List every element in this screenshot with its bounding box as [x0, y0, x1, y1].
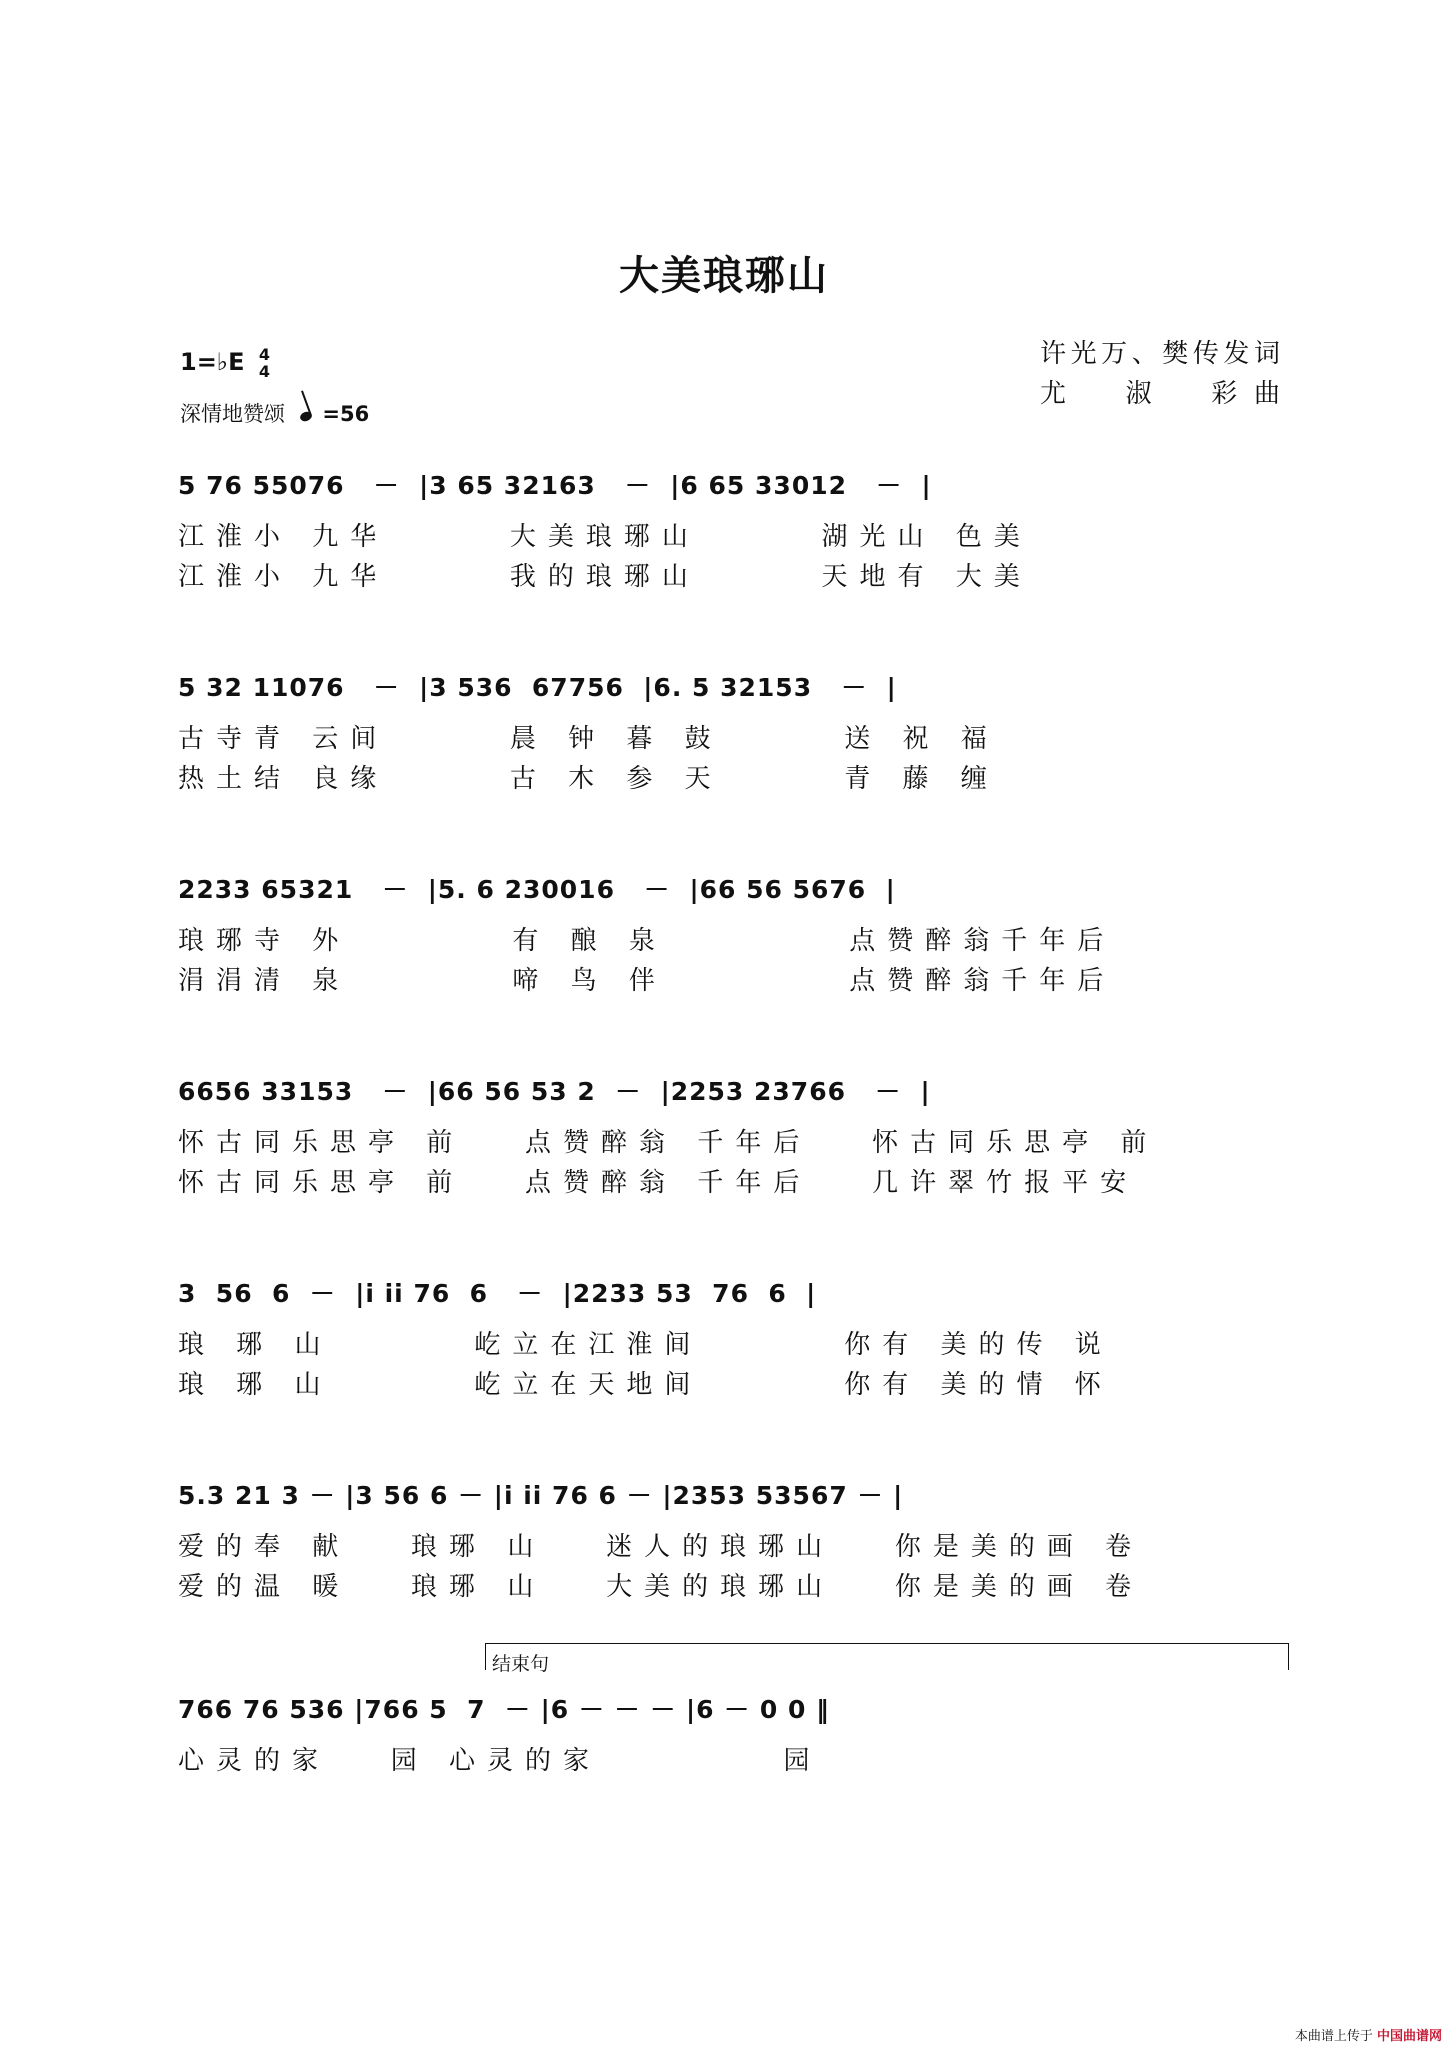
time-top: 4: [258, 345, 271, 364]
key-label: 1=♭E: [180, 348, 245, 376]
lyrics-verse-2: 热土结 良缘 古 木 参 天 青 藤 缠: [178, 764, 999, 794]
ending-bracket: [485, 1643, 1289, 1670]
expression-text: 深情地赞颂: [180, 402, 285, 426]
composer-credit: 尤 淑 彩曲: [1040, 379, 1280, 409]
time-bottom: 4: [258, 362, 271, 381]
lyrics-verse-1: 江淮小 九华 大美琅琊山 湖光山 色美: [178, 522, 1032, 552]
lyrics-verse-1: 爱的奉 献 琅琊 山 迷人的琅琊山 你是美的画 卷: [178, 1532, 1144, 1562]
lyrics-verse-1: 心灵的家 园 心灵的家 园: [178, 1746, 822, 1776]
footer-text: 本曲谱上传于: [1294, 2029, 1373, 2044]
notation-line: 3 56 6 － |i ii 76 6 － |2233 53 76 6 |: [178, 1279, 817, 1308]
credits: [1040, 334, 1280, 414]
lyrics-verse-2: 爱的温 暖 琅琊 山 大美的琅琊山 你是美的画 卷: [178, 1572, 1144, 1602]
lyrics-verse-1: 琅 琊 山 屹立在江淮间 你有 美的传 说: [178, 1330, 1113, 1360]
time-signature: [259, 346, 270, 380]
lyrics-verse-2: 涓涓清 泉 啼 鸟 伴 点赞醉翁千年后: [178, 966, 1116, 996]
lyrics-verse-2: 怀古同乐思亭 前 点赞醉翁 千年后 几许翠竹报平安: [178, 1168, 1139, 1198]
notation-line: 6656 33153 － |66 56 53 2 － |2253 23766 － |: [178, 1077, 931, 1106]
site-logo: 中国曲谱网: [1376, 2029, 1442, 2044]
tempo-marking: [180, 398, 369, 428]
lyricist-credit: 许光万、樊传发词: [1040, 339, 1280, 369]
notation-line: 2233 65321 － |5. 6 230016 － |66 56 5676 |: [178, 875, 896, 904]
lyrics-verse-2: 琅 琊 山 屹立在天地间 你有 美的情 怀: [178, 1370, 1113, 1400]
lyrics-verse-2: 江淮小 九华 我的琅琊山 天地有 大美: [178, 562, 1032, 592]
metronome-value: =56: [322, 402, 370, 426]
song-title: 大美琅琊山: [619, 252, 829, 299]
notation-line: 5.3 21 3 － |3 56 6 － |i ii 76 6 － |2353 53567 － |: [178, 1481, 904, 1510]
quarter-note-icon: [299, 410, 313, 423]
notation-line: 5 76 55076 － |3 65 32163 － |6 65 33012 － |: [178, 471, 932, 500]
lyrics-verse-1: 古寺青 云间 晨 钟 暮 鼓 送 祝 福: [178, 724, 999, 754]
lyrics-verse-1: 怀古同乐思亭 前 点赞醉翁 千年后 怀古同乐思亭 前: [178, 1128, 1159, 1158]
notation-line: 5 32 11076 － |3 536 67756 |6. 5 32153 － |: [178, 673, 897, 702]
lyrics-verse-1: 琅琊寺 外 有 酿 泉 点赞醉翁千年后: [178, 926, 1116, 956]
footer-watermark: [1295, 2025, 1442, 2044]
key-signature: [180, 346, 270, 380]
notation-line: 766 76 536 |766 5 7 － |6 － － － |6 － 0 0 ‖: [178, 1695, 830, 1724]
ending-label: 结束句: [492, 1653, 550, 1675]
